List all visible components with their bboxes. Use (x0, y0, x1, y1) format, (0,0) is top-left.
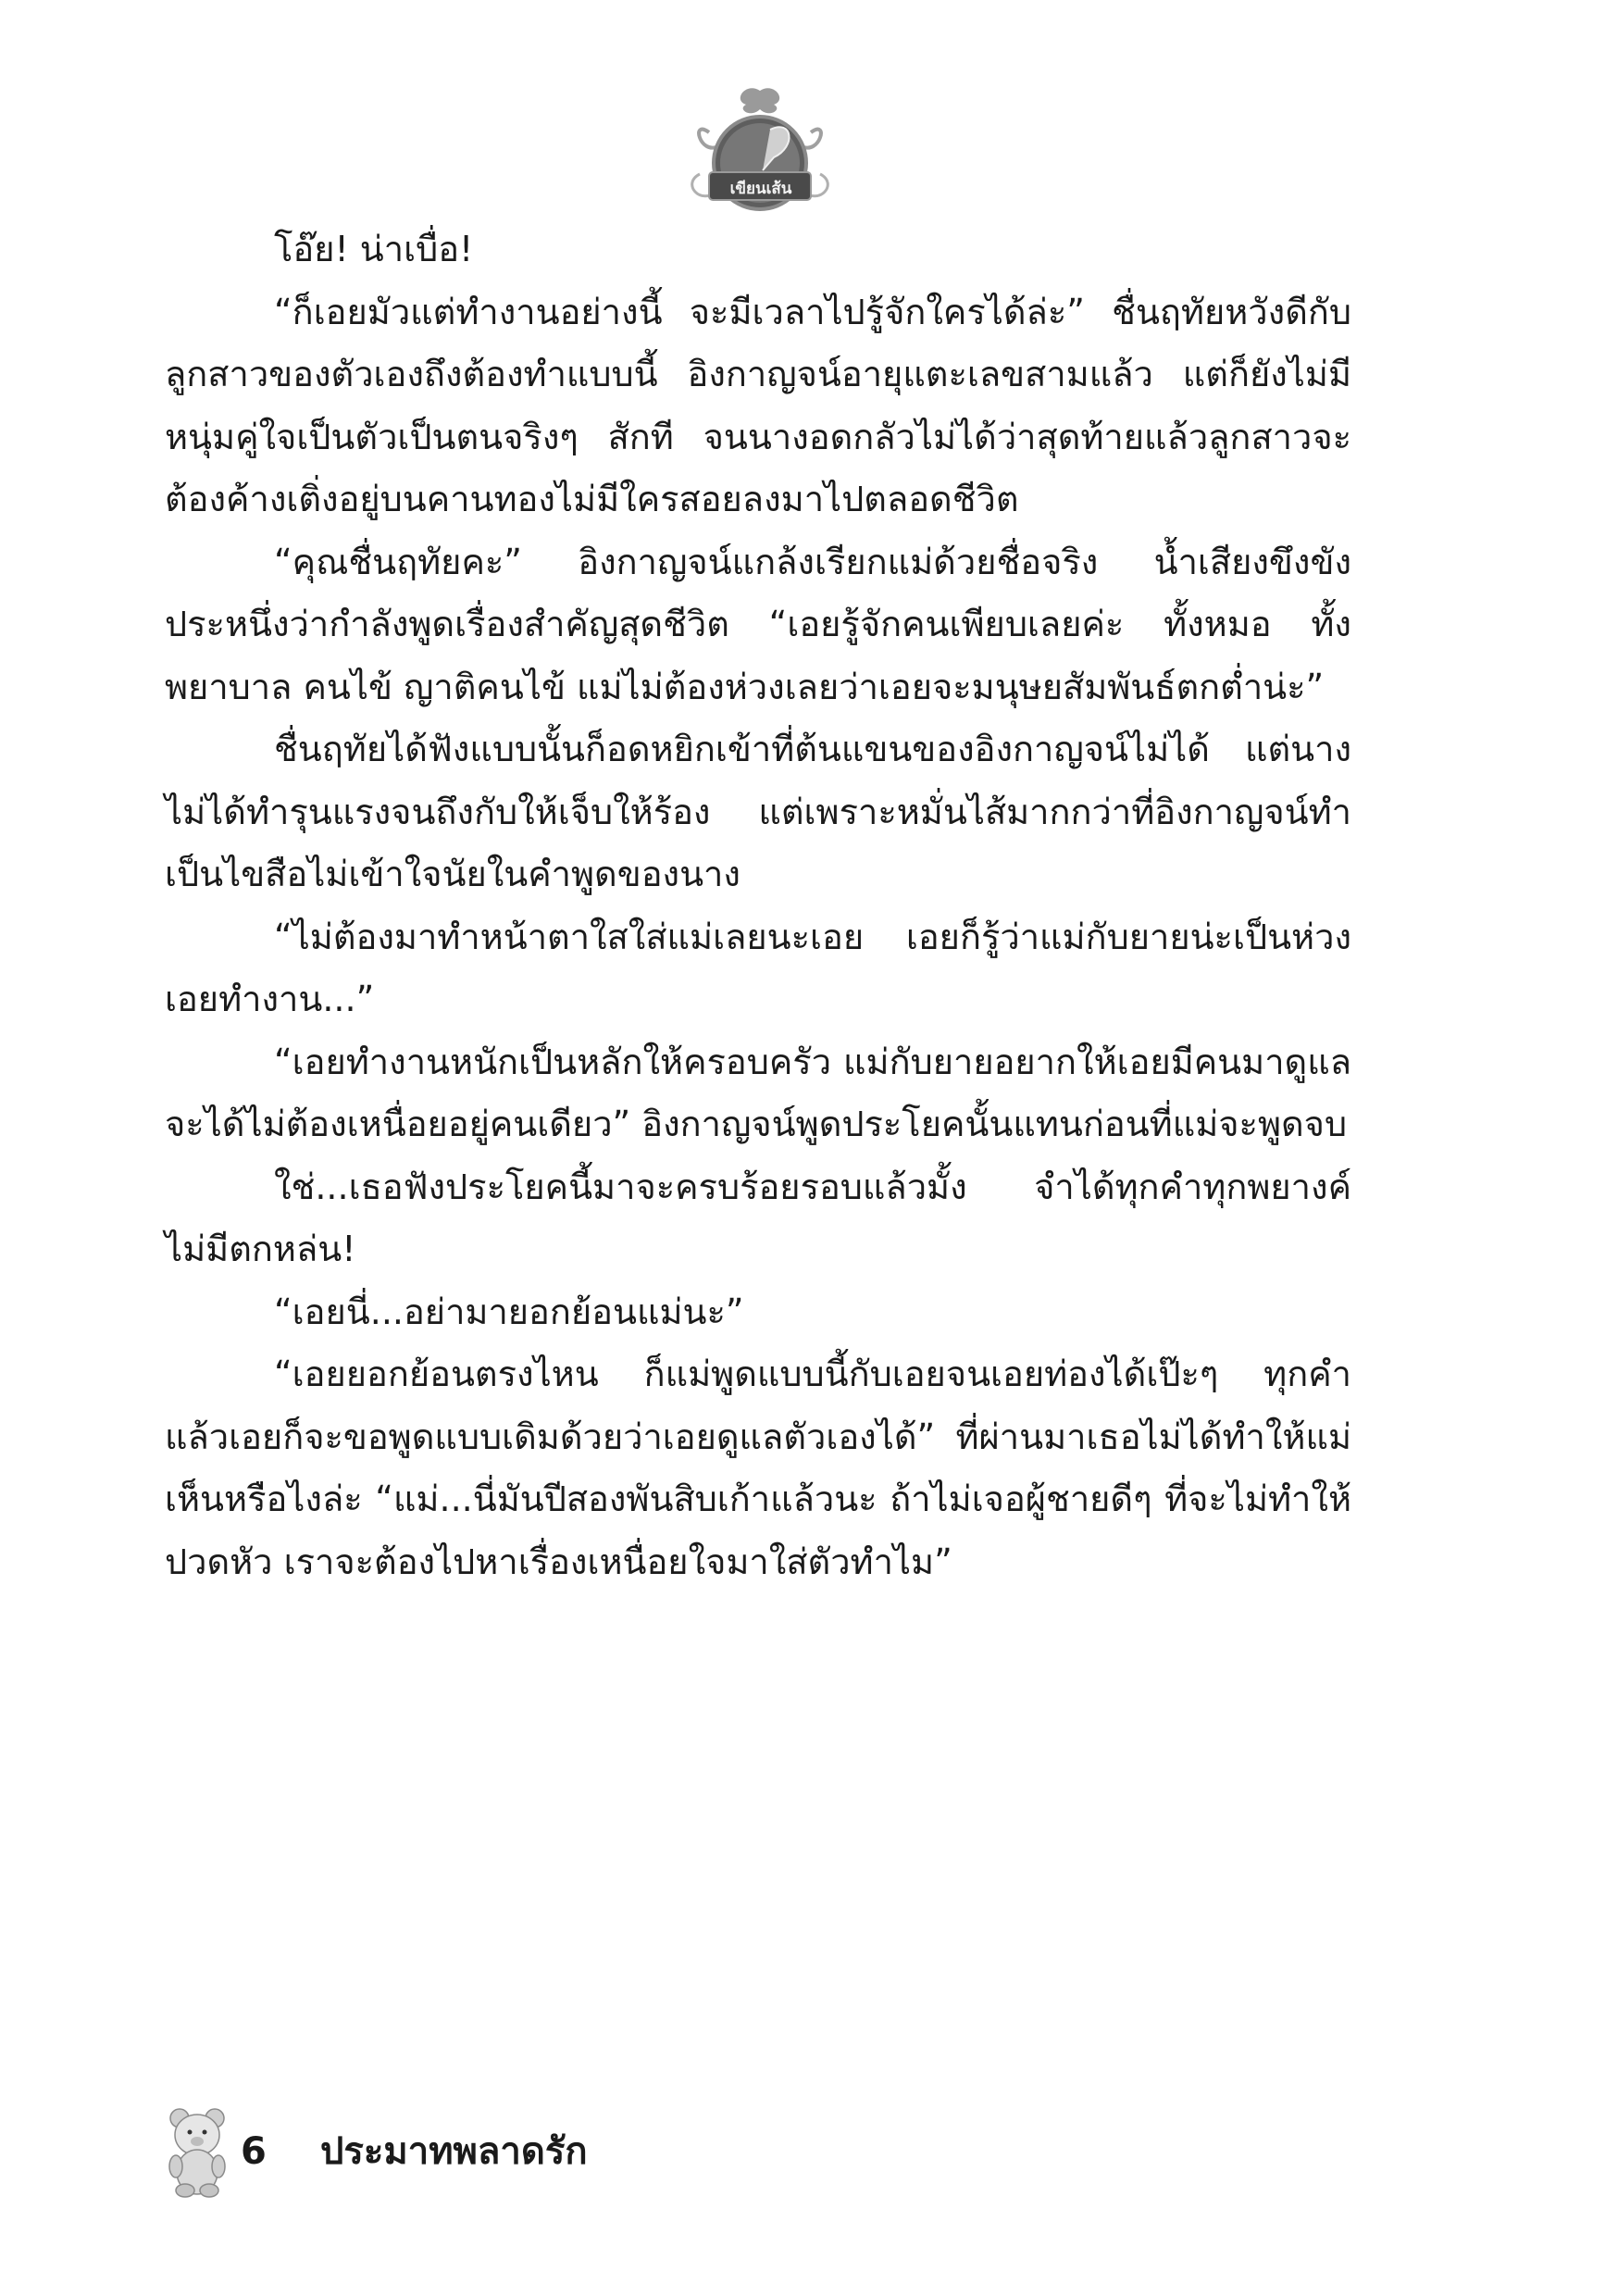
paragraph-9: “เอยยอกย้อนตรงไหน ก็แม่พูดแบบนี้กับเอยจนเอยท่องได้เป๊ะๆ ทุกคำ แล้วเอยก็จะขอพูดแบบเดิมด้วยว่าเอยดูแลตัวเองได้” ที่ผ่านมาเธอไม่ได้ทำให้แม่เห็นหรือไงล่ะ “แม่...นี่มันปีสองพันสิบเก้าแล้วนะ ถ้าไม่เจอผู้ชายดีๆ ที่จะไม่ทำให้ปวดหัว เราจะต้องไปหาเรื่องเหนื่อยใจมาใส่ตัวทำไม” (165, 1354, 1351, 1582)
paragraph-2: “ก็เอยมัวแต่ทำงานอย่างนี้ จะมีเวลาไปรู้จักใครได้ล่ะ” ชื่นฤทัยหวังดีกับลูกสาวของตัวเองถึงต้องทำแบบนี้ อิงกาญจน์อายุแตะเลขสามแล้ว แต่ก็ยังไม่มีหนุ่มคู่ใจเป็นตัวเป็นตนจริงๆ สักที จนนางอดกลัวไม่ได้ว่าสุดท้ายแล้วลูกสาวจะต้องค้างเติ่งอยู่บนคานทองไม่มีใครสอยลงมาไปตลอดชีวิต (165, 291, 1351, 519)
teddy-bear-icon (168, 2107, 226, 2198)
crest-logo-icon (681, 81, 839, 220)
paragraph-7: ใช่...เธอฟังประโยคนี้มาจะครบร้อยรอบแล้วมั้ง จำได้ทุกคำทุกพยางค์ไม่มีตกหล่น! (165, 1166, 1351, 1269)
page-footer (157, 2100, 898, 2202)
paragraph-4: ชื่นฤทัยได้ฟังแบบนั้นก็อดหยิกเข้าที่ต้นแขนของอิงกาญจน์ไม่ได้ แต่นางไม่ได้ทำรุนแรงจนถึงกับให้เจ็บให้ร้อง แต่เพราะหมั่นไส้มากกว่าที่อิงกาญจน์ทำเป็นไขสือไม่เข้าใจนัยในคำพูดของนาง (165, 729, 1351, 894)
paragraph-6: “เอยทำงานหนักเป็นหลักให้ครอบครัว แม่กับยายอยากให้เอยมีคนมาดูแล จะได้ไม่ต้องเหนื่อยอยู่คนเดียว” อิงกาญจน์พูดประโยคนั้นแทนก่อนที่แม่จะพูดจบ (165, 1041, 1351, 1144)
paragraph-1: โอ๊ย! น่าเบื่อ! (274, 229, 474, 269)
logo-text: เขียนเส้น (729, 180, 792, 198)
paragraph-5: “ไม่ต้องมาทำหน้าตาใสใส่แม่เลยนะเอย เอยก็รู้ว่าแม่กับยายน่ะเป็นห่วง เอยทำงาน...” (165, 916, 1351, 1019)
paragraph-8: “เอยนี่...อย่ามายอกย้อนแม่นะ” (274, 1291, 744, 1332)
body-text (165, 218, 1351, 1593)
paragraph-3: “คุณชื่นฤทัยคะ” อิงกาญจน์แกล้งเรียกแม่ด้วยชื่อจริง น้ำเสียงขึงขังประหนึ่งว่ากำลังพูดเรื่องสำคัญสุดชีวิต “เอยรู้จักคนเพียบเลยค่ะ ทั้งหมอ ทั้งพยาบาล คนไข้ ญาติคนไข้ แม่ไม่ต้องห่วงเลยว่าเอยจะมนุษยสัมพันธ์ตกต่ำน่ะ” (165, 541, 1351, 707)
page-number: 6 (241, 2130, 267, 2173)
book-title: ประมาทพลาดรัก (320, 2130, 588, 2173)
